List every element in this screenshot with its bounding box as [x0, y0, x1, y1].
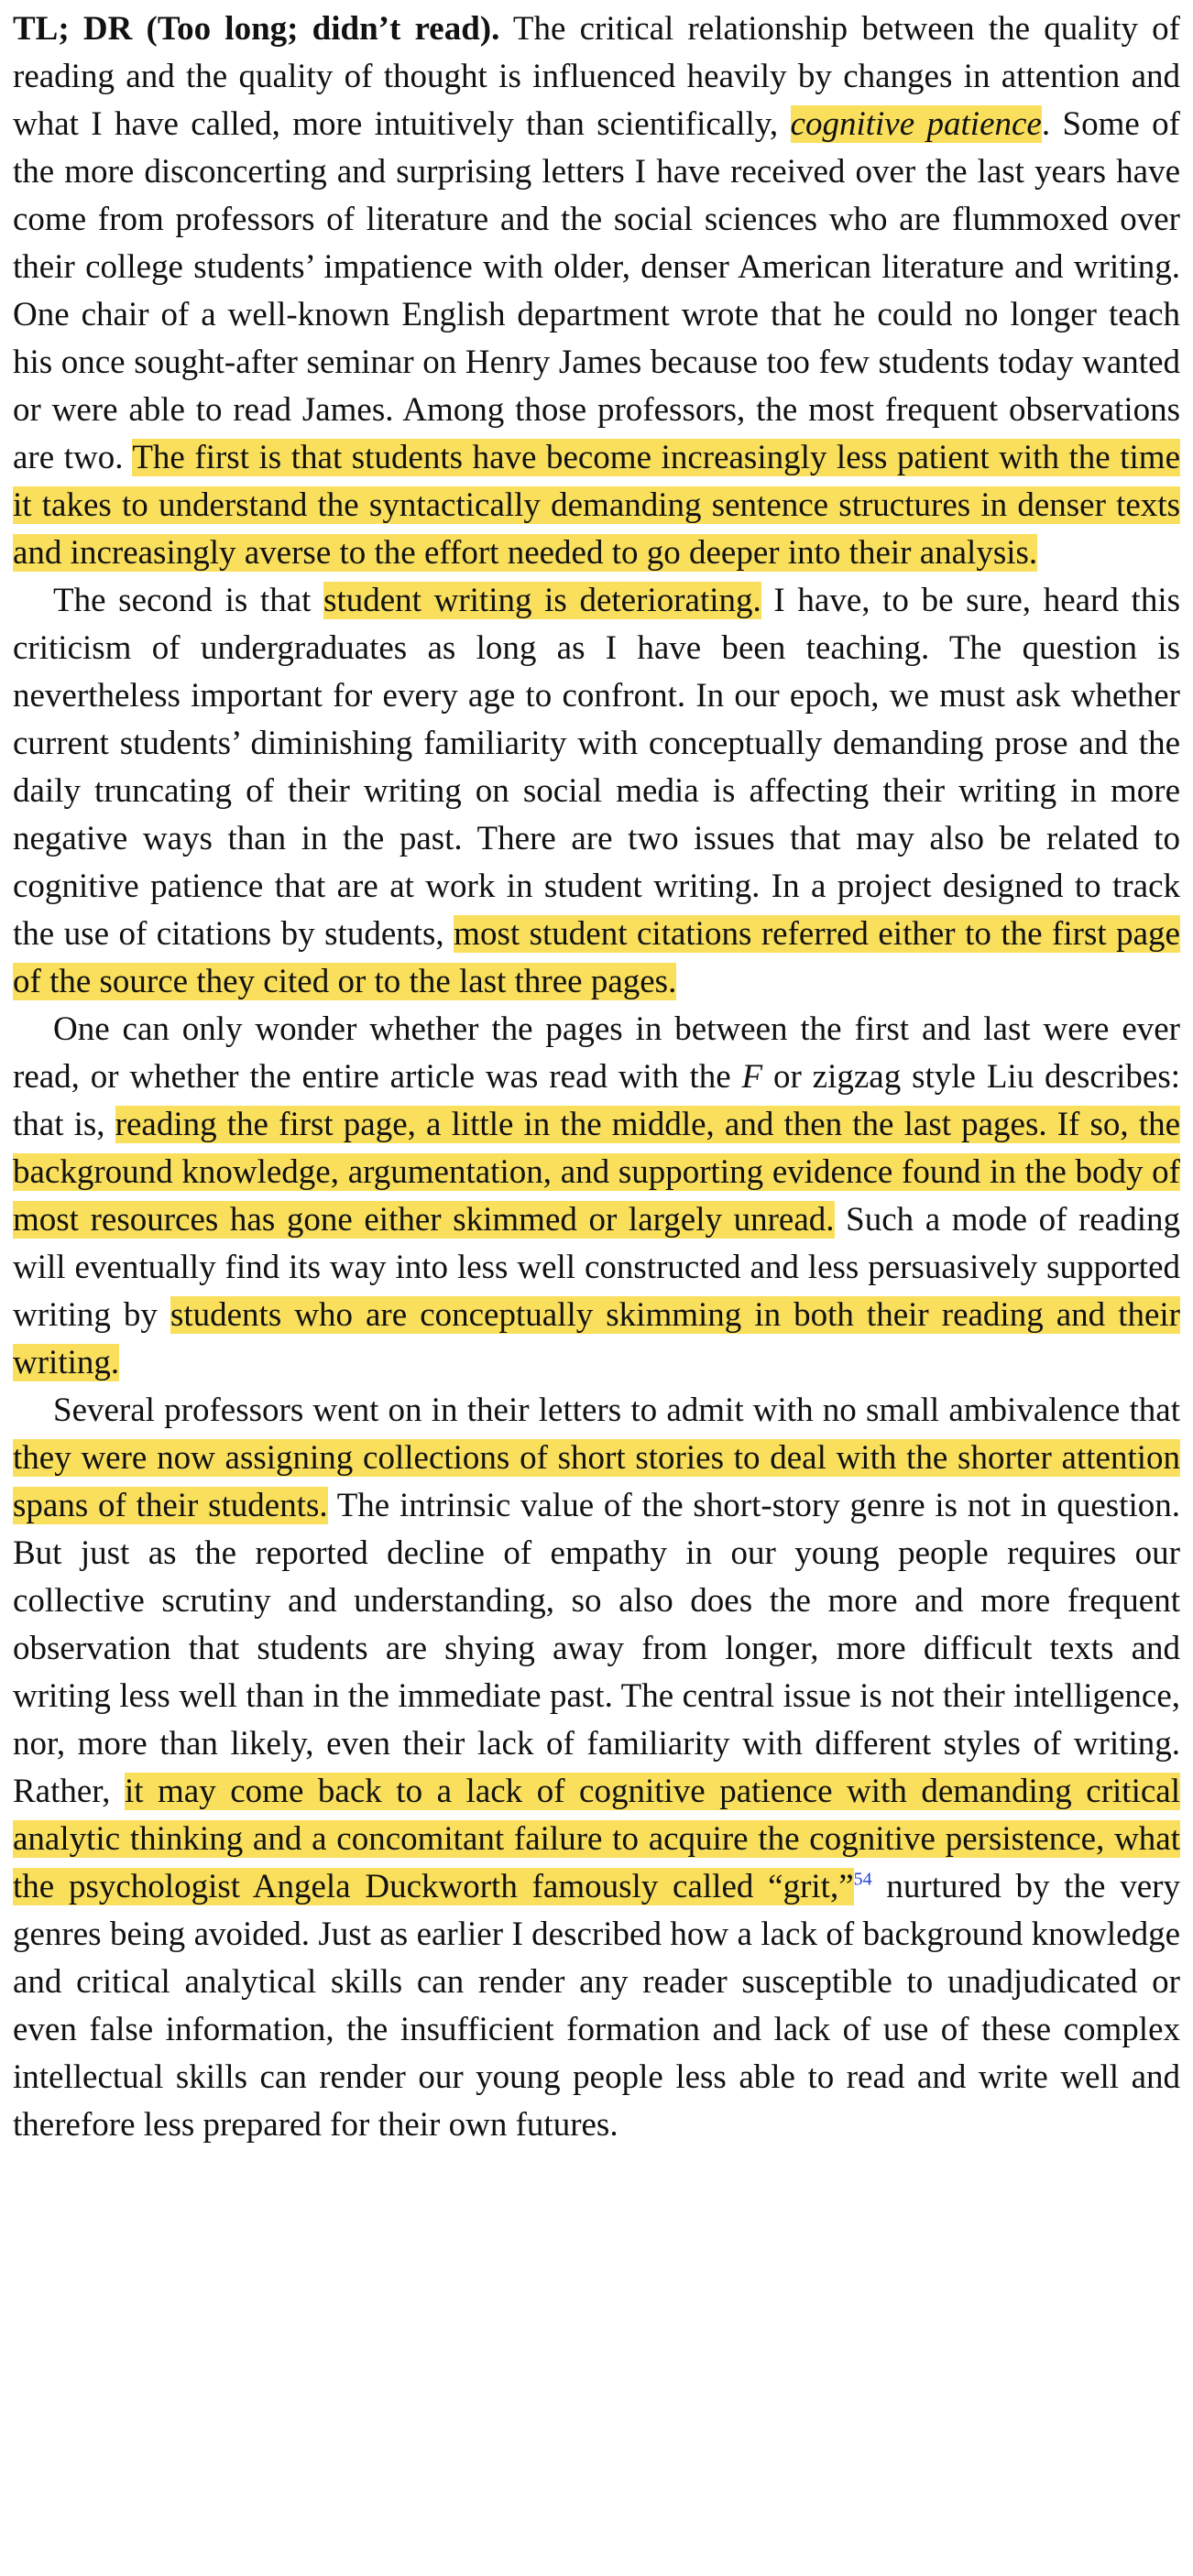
highlighted-passage[interactable]: they were now assigning collections of short stories to deal with the shorter attention spans of their students.: [13, 1439, 1180, 1524]
paragraph-1: [13, 5, 1180, 577]
italic-letter: F: [741, 1058, 763, 1096]
tldr-heading: TL; DR (Too long; didn’t read).: [13, 10, 500, 48]
highlighted-passage[interactable]: it may come back to a lack of cognitive patience with demanding critical analytic thinking and a concomitant failure to acquire the cognitive persistence, what the psychologist Angela Duckworth famously called “grit,”: [13, 1773, 1180, 1905]
paragraph-text: Such a mode of reading will eventually find its way into less well constructed and less persuasively supported writing by: [13, 1201, 1180, 1334]
paragraph-2: [13, 577, 1180, 1006]
paragraph-4: [13, 1387, 1180, 2149]
paragraph-text: The critical relationship between the quality of reading and the quality of thought is influenced heavily by changes in attention and what I have called, more intuitively than scientifically,: [13, 10, 1180, 143]
highlighted-term[interactable]: cognitive patience: [790, 105, 1042, 143]
paragraph-text: nurtured by the very genres being avoided. Just as earlier I described how a lack of background knowledge and critical analytical skills can render any reader susceptible to unadjudicated or even false information, the insufficient formation and lack of use of these complex intellectual skills can render our young people less able to read and write well and therefore less prepared for their own futures.: [13, 1868, 1180, 2144]
highlighted-passage[interactable]: reading the first page, a little in the middle, and then the last pages. If so, the background knowledge, argumentation, and supporting evidence found in the body of most resources has gone either skimmed or largely unread.: [13, 1106, 1180, 1239]
highlighted-passage[interactable]: student writing is deteriorating.: [323, 582, 761, 619]
paragraph-text: The intrinsic value of the short-story genre is not in question. But just as the reported decline of empathy in our young people requires our collective scrutiny and understanding, so also does the more and more frequent observation that students are shying away from longer, more difficult texts and writing less well than in the immediate past. The central issue is not their intelligence, nor, more than likely, even their lack of familiarity with different styles of writing. Rather,: [13, 1487, 1180, 1810]
paragraph-text: One can only wonder whether the pages in between the first and last were ever read, or whether the entire article was read with the: [13, 1010, 1180, 1096]
highlighted-passage[interactable]: The first is that students have become increasingly less patient with the time it takes to understand the syntactically demanding sentence structures in denser texts and increasingly averse to the effort needed to go deeper into their analysis.: [13, 439, 1180, 572]
highlighted-passage[interactable]: students who are conceptually skimming in both their reading and their writing.: [13, 1296, 1180, 1381]
paragraph-text: I have, to be sure, heard this criticism of undergraduates as long as I have been teaching. The question is nevertheless important for every age to confront. In our epoch, we must ask whether current students’ diminishing familiarity with conceptually demanding prose and the daily truncating of their writing on social media is affecting their writing in more negative ways than in the past. There are two issues that may also be related to cognitive patience that are at work in student writing. In a project designed to track the use of citations by students,: [13, 582, 1180, 953]
footnote-link[interactable]: 54: [853, 1869, 872, 1890]
paragraph-text: . Some of the more disconcerting and surprising letters I have received over the last years have come from professors of literature and the social sciences who are flummoxed over their college students’ impatience with older, denser American literature and writing. One chair of a well-known English department wrote that he could no longer teach his once sought-after seminar on Henry James because too few students today wanted or were able to read James. Among those professors, the most frequent observations are two.: [13, 105, 1180, 476]
paragraph-text: or zigzag style Liu describes: that is,: [13, 1058, 1181, 1143]
paragraph-text: Several professors went on in their letters to admit with no small ambivalence that: [53, 1392, 1180, 1429]
highlighted-passage[interactable]: most student citations referred either to the first page of the source they cited or to the last three pages.: [13, 915, 1180, 1000]
paragraph-3: [13, 1006, 1180, 1387]
paragraph-text: The second is that: [53, 582, 324, 619]
